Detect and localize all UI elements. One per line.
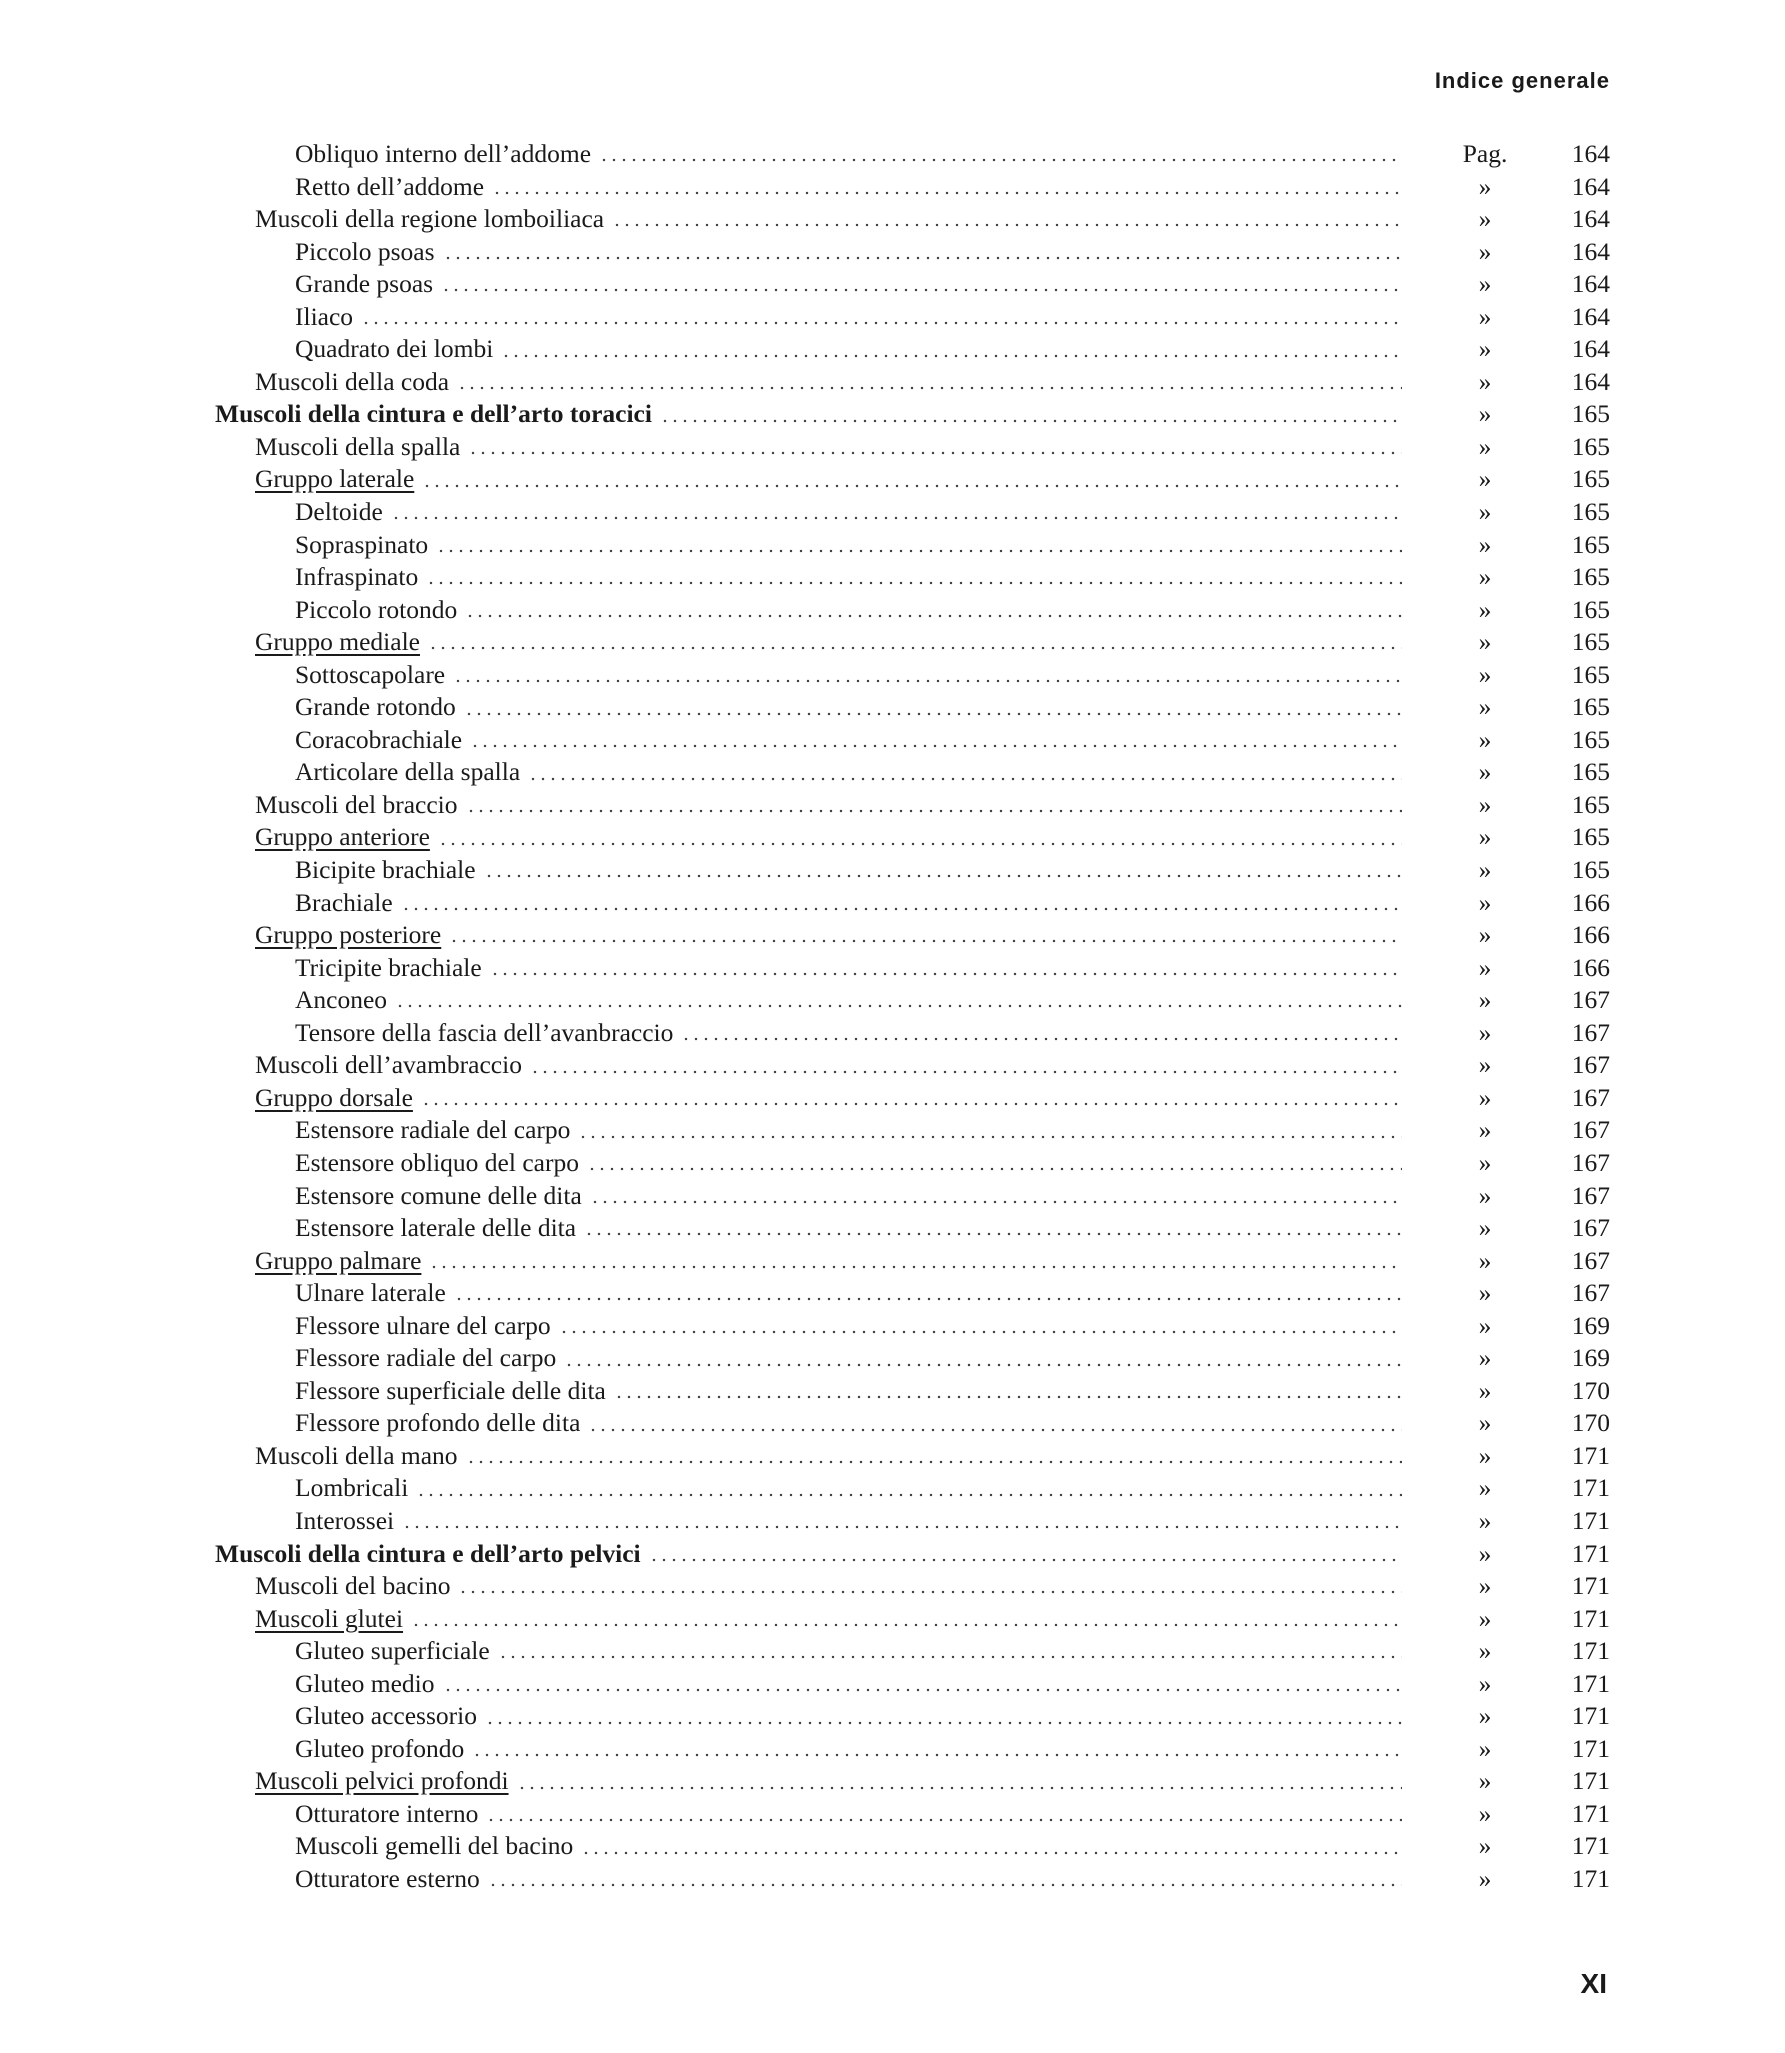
toc-entry-page: 167 xyxy=(1571,985,1610,1015)
toc-entry-page: 165 xyxy=(1571,464,1610,494)
toc-entry-title: Flessore ulnare del carpo xyxy=(295,1310,559,1343)
page-marker: » xyxy=(1478,952,1492,982)
dot-leader xyxy=(649,1558,1402,1562)
page-marker: » xyxy=(1478,1863,1492,1893)
toc-entry xyxy=(215,1440,1610,1473)
toc-entry-title: Muscoli della mano xyxy=(255,1440,466,1473)
dot-leader xyxy=(530,1070,1402,1074)
dot-leader xyxy=(466,1460,1402,1464)
toc-entry-title: Lombricali xyxy=(295,1472,416,1505)
toc-entry xyxy=(215,1375,1610,1408)
toc-entry-page: 166 xyxy=(1571,887,1610,917)
table-of-contents xyxy=(215,138,1610,1896)
toc-entry-page: 165 xyxy=(1571,529,1610,559)
dot-leader xyxy=(587,1167,1402,1171)
toc-entry-title: Estensore radiale del carpo xyxy=(295,1114,578,1147)
toc-entry xyxy=(215,203,1610,236)
toc-entry-title: Otturatore esterno xyxy=(295,1863,488,1896)
toc-entry-title: Otturatore interno xyxy=(295,1798,486,1831)
toc-entry-page: 165 xyxy=(1571,822,1610,852)
toc-entry xyxy=(215,1830,1610,1863)
toc-entry-title: Tricipite brachiale xyxy=(295,952,490,985)
page-marker: » xyxy=(1478,1701,1492,1731)
page-marker: » xyxy=(1478,1473,1492,1503)
page-marker: » xyxy=(1478,1115,1492,1145)
page-marker: » xyxy=(1478,855,1492,885)
toc-entry-title: Coracobrachiale xyxy=(295,724,470,757)
toc-entry xyxy=(215,724,1610,757)
toc-entry xyxy=(215,561,1610,594)
toc-entry xyxy=(215,1700,1610,1733)
page-marker: » xyxy=(1478,301,1492,331)
dot-leader xyxy=(492,191,1402,195)
page-marker: » xyxy=(1478,334,1492,364)
toc-entry-title: Gruppo mediale xyxy=(255,626,428,659)
toc-entry xyxy=(215,1472,1610,1505)
page-number: XI xyxy=(1580,1968,1607,1999)
toc-entry-page: 167 xyxy=(1571,1245,1610,1275)
toc-entry xyxy=(215,789,1610,822)
toc-entry-title: Grande psoas xyxy=(295,268,441,301)
page-marker: » xyxy=(1478,1505,1492,1535)
dot-leader xyxy=(465,614,1402,618)
page-marker: » xyxy=(1478,366,1492,396)
toc-entry-title: Sottoscapolare xyxy=(295,659,453,692)
page-marker: » xyxy=(1478,1375,1492,1405)
toc-entry-page: 167 xyxy=(1571,1115,1610,1145)
toc-entry xyxy=(215,952,1610,985)
toc-entry xyxy=(215,1049,1610,1082)
dot-leader xyxy=(681,1037,1402,1041)
toc-entry-title: Grande rotondo xyxy=(295,691,464,724)
dot-leader xyxy=(468,451,1402,455)
page-marker: » xyxy=(1478,431,1492,461)
toc-entry-title: Gluteo superficiale xyxy=(295,1635,498,1668)
dot-leader xyxy=(564,1363,1402,1367)
toc-entry xyxy=(215,919,1610,952)
page-marker: » xyxy=(1478,236,1492,266)
toc-entry-page: 165 xyxy=(1571,594,1610,624)
toc-entry xyxy=(215,236,1610,269)
toc-entry xyxy=(215,887,1610,920)
page-marker: » xyxy=(1478,1766,1492,1796)
page-marker: » xyxy=(1478,1440,1492,1470)
toc-entry-page: 164 xyxy=(1571,334,1610,364)
toc-entry xyxy=(215,691,1610,724)
toc-entry-page: 164 xyxy=(1571,236,1610,266)
toc-entry xyxy=(215,1407,1610,1440)
toc-entry xyxy=(215,301,1610,334)
toc-entry-page: 171 xyxy=(1571,1636,1610,1666)
dot-leader xyxy=(457,386,1402,390)
toc-entry-page: 171 xyxy=(1571,1538,1610,1568)
dot-leader xyxy=(441,288,1402,292)
toc-entry-title: Gruppo laterale xyxy=(255,463,422,496)
toc-entry-title: Gluteo profondo xyxy=(295,1733,472,1766)
dot-leader xyxy=(581,1851,1402,1855)
toc-entry xyxy=(215,1180,1610,1213)
toc-entry-page: 164 xyxy=(1571,204,1610,234)
toc-entry-title: Muscoli pelvici profondi xyxy=(255,1765,517,1798)
toc-entry xyxy=(215,138,1610,171)
dot-leader xyxy=(411,1623,1402,1627)
toc-entry xyxy=(215,1863,1610,1896)
toc-entry-page: 165 xyxy=(1571,724,1610,754)
toc-entry-page: 169 xyxy=(1571,1310,1610,1340)
dot-leader xyxy=(458,1590,1402,1594)
toc-entry-title: Articolare della spalla xyxy=(295,756,528,789)
toc-entry-page: 171 xyxy=(1571,1440,1610,1470)
toc-entry-page: 167 xyxy=(1571,1278,1610,1308)
dot-leader xyxy=(517,1786,1402,1790)
toc-entry-page: 171 xyxy=(1571,1668,1610,1698)
page-marker: » xyxy=(1478,757,1492,787)
dot-leader xyxy=(498,1655,1402,1659)
toc-entry xyxy=(215,659,1610,692)
toc-entry xyxy=(215,463,1610,496)
toc-entry xyxy=(215,626,1610,659)
toc-entry-page: 166 xyxy=(1571,920,1610,950)
toc-entry-page: 167 xyxy=(1571,1017,1610,1047)
toc-entry-page: 171 xyxy=(1571,1505,1610,1535)
toc-entry-page: 165 xyxy=(1571,692,1610,722)
toc-entry-title: Muscoli della cintura e dell’arto pelvici xyxy=(215,1538,649,1571)
toc-entry-page: 169 xyxy=(1571,1343,1610,1373)
page-marker: » xyxy=(1478,659,1492,689)
toc-entry xyxy=(215,1147,1610,1180)
dot-leader xyxy=(454,1297,1402,1301)
toc-entry xyxy=(215,398,1610,431)
toc-entry-title: Gruppo dorsale xyxy=(255,1082,421,1115)
toc-entry-page: 171 xyxy=(1571,1863,1610,1893)
dot-leader xyxy=(490,972,1402,976)
toc-entry-title: Piccolo rotondo xyxy=(295,594,465,627)
toc-entry-title: Muscoli del braccio xyxy=(255,789,466,822)
toc-entry xyxy=(215,1114,1610,1147)
toc-entry xyxy=(215,1277,1610,1310)
page-marker: » xyxy=(1478,1310,1492,1340)
toc-entry xyxy=(215,1505,1610,1538)
dot-leader xyxy=(438,842,1402,846)
toc-entry-title: Gruppo palmare xyxy=(255,1245,429,1278)
toc-entry xyxy=(215,1212,1610,1245)
dot-leader xyxy=(429,1265,1402,1269)
toc-entry-page: 165 xyxy=(1571,789,1610,819)
page-marker: » xyxy=(1478,204,1492,234)
dot-leader xyxy=(584,1232,1402,1236)
dot-leader xyxy=(466,809,1402,813)
toc-entry-title: Muscoli della regione lomboiliaca xyxy=(255,203,612,236)
toc-entry-page: 171 xyxy=(1571,1733,1610,1763)
toc-entry xyxy=(215,1603,1610,1636)
dot-leader xyxy=(422,484,1402,488)
dot-leader xyxy=(588,1428,1402,1432)
toc-entry-page: 170 xyxy=(1571,1408,1610,1438)
dot-leader xyxy=(428,646,1402,650)
toc-entry xyxy=(215,333,1610,366)
page-marker: » xyxy=(1478,627,1492,657)
page-marker: » xyxy=(1478,724,1492,754)
page-marker: Pag. xyxy=(1462,139,1508,168)
running-header: Indice generale xyxy=(1434,68,1610,93)
page-marker: » xyxy=(1478,1017,1492,1047)
page-marker: » xyxy=(1478,1213,1492,1243)
page-marker: » xyxy=(1478,1245,1492,1275)
toc-entry-title: Sopraspinato xyxy=(295,529,436,562)
page-marker: » xyxy=(1478,822,1492,852)
dot-leader xyxy=(402,1525,1402,1529)
toc-entry xyxy=(215,821,1610,854)
toc-entry-title: Estensore obliquo del carpo xyxy=(295,1147,587,1180)
dot-leader xyxy=(449,939,1402,943)
toc-entry-title: Flessore profondo delle dita xyxy=(295,1407,588,1440)
page-marker: » xyxy=(1478,887,1492,917)
dot-leader xyxy=(559,1330,1402,1334)
toc-entry-title: Muscoli dell’avambraccio xyxy=(255,1049,530,1082)
toc-entry-page: 164 xyxy=(1571,301,1610,331)
dot-leader xyxy=(436,549,1402,553)
toc-entry-title: Anconeo xyxy=(295,984,395,1017)
dot-leader xyxy=(453,679,1402,683)
dot-leader xyxy=(443,256,1402,260)
toc-entry xyxy=(215,756,1610,789)
toc-entry xyxy=(215,594,1610,627)
toc-entry-page: 164 xyxy=(1571,269,1610,299)
toc-entry-page: 165 xyxy=(1571,855,1610,885)
dot-leader xyxy=(528,777,1402,781)
page-marker: » xyxy=(1478,562,1492,592)
toc-entry xyxy=(215,529,1610,562)
page-marker: » xyxy=(1478,1636,1492,1666)
toc-entry-page: 164 xyxy=(1571,171,1610,201)
page-marker: » xyxy=(1478,1831,1492,1861)
dot-leader xyxy=(488,1883,1402,1887)
dot-leader xyxy=(472,1753,1402,1757)
page-marker: » xyxy=(1478,497,1492,527)
dot-leader xyxy=(361,321,1402,325)
toc-entry xyxy=(215,854,1610,887)
toc-entry-page: 165 xyxy=(1571,399,1610,429)
toc-entry xyxy=(215,1570,1610,1603)
toc-entry-title: Muscoli della spalla xyxy=(255,431,468,464)
toc-entry-title: Obliquo interno dell’addome xyxy=(295,138,599,171)
toc-entry xyxy=(215,1635,1610,1668)
toc-entry-title: Tensore della fascia dell’avanbraccio xyxy=(295,1017,681,1050)
toc-entry-title: Bicipite brachiale xyxy=(295,854,484,887)
page-marker: » xyxy=(1478,399,1492,429)
toc-entry-title: Interossei xyxy=(295,1505,402,1538)
page-marker: » xyxy=(1478,529,1492,559)
toc-entry-page: 167 xyxy=(1571,1050,1610,1080)
toc-entry xyxy=(215,1342,1610,1375)
dot-leader xyxy=(395,1004,1402,1008)
toc-entry-title: Brachiale xyxy=(295,887,401,920)
toc-entry xyxy=(215,1765,1610,1798)
page-marker: » xyxy=(1478,1082,1492,1112)
page-marker: » xyxy=(1478,985,1492,1015)
dot-leader xyxy=(426,581,1402,585)
page-marker: » xyxy=(1478,1180,1492,1210)
toc-entry-title: Gruppo posteriore xyxy=(255,919,449,952)
dot-leader xyxy=(612,223,1402,227)
dot-leader xyxy=(485,1721,1402,1725)
page-marker: » xyxy=(1478,594,1492,624)
toc-entry-page: 164 xyxy=(1571,139,1610,168)
toc-entry-title: Muscoli della coda xyxy=(255,366,457,399)
dot-leader xyxy=(660,419,1402,423)
page-marker: » xyxy=(1478,1278,1492,1308)
toc-entry-title: Iliaco xyxy=(295,301,361,334)
dot-leader xyxy=(443,1688,1402,1692)
toc-entry-title: Muscoli della cintura e dell’arto toracici xyxy=(215,398,660,431)
toc-entry-page: 167 xyxy=(1571,1147,1610,1177)
toc-entry-title: Piccolo psoas xyxy=(295,236,443,269)
toc-entry-page: 165 xyxy=(1571,431,1610,461)
page-marker: » xyxy=(1478,1668,1492,1698)
toc-entry-page: 170 xyxy=(1571,1375,1610,1405)
toc-entry xyxy=(215,171,1610,204)
toc-entry-page: 165 xyxy=(1571,497,1610,527)
page-marker: » xyxy=(1478,1733,1492,1763)
toc-entry-title: Estensore laterale delle dita xyxy=(295,1212,584,1245)
page-marker: » xyxy=(1478,1050,1492,1080)
dot-leader xyxy=(614,1395,1402,1399)
dot-leader xyxy=(484,874,1402,878)
dot-leader xyxy=(401,907,1402,911)
toc-entry-page: 171 xyxy=(1571,1571,1610,1601)
dot-leader xyxy=(470,744,1402,748)
toc-entry xyxy=(215,984,1610,1017)
dot-leader xyxy=(464,712,1402,716)
dot-leader xyxy=(599,158,1402,162)
page-marker: » xyxy=(1478,1571,1492,1601)
dot-leader xyxy=(590,1200,1402,1204)
page-marker: » xyxy=(1478,1798,1492,1828)
dot-leader xyxy=(486,1818,1402,1822)
toc-entry-title: Ulnare laterale xyxy=(295,1277,454,1310)
toc-entry-page: 164 xyxy=(1571,366,1610,396)
toc-entry-title: Muscoli del bacino xyxy=(255,1570,458,1603)
toc-entry-title: Deltoide xyxy=(295,496,391,529)
toc-entry-page: 167 xyxy=(1571,1180,1610,1210)
page-marker: » xyxy=(1478,1603,1492,1633)
toc-entry xyxy=(215,496,1610,529)
toc-entry-title: Muscoli glutei xyxy=(255,1603,411,1636)
toc-entry-title: Infraspinato xyxy=(295,561,426,594)
toc-entry-page: 171 xyxy=(1571,1701,1610,1731)
toc-entry-page: 171 xyxy=(1571,1603,1610,1633)
toc-entry xyxy=(215,431,1610,464)
page-marker: » xyxy=(1478,171,1492,201)
toc-entry xyxy=(215,1245,1610,1278)
page-marker: » xyxy=(1478,1343,1492,1373)
page-marker: » xyxy=(1478,789,1492,819)
dot-leader xyxy=(391,516,1402,520)
toc-entry xyxy=(215,1798,1610,1831)
toc-entry-page: 165 xyxy=(1571,562,1610,592)
toc-entry xyxy=(215,1310,1610,1343)
toc-entry-title: Muscoli gemelli del bacino xyxy=(295,1830,581,1863)
toc-entry-page: 167 xyxy=(1571,1082,1610,1112)
toc-entry-page: 171 xyxy=(1571,1798,1610,1828)
dot-leader xyxy=(578,1135,1402,1139)
toc-entry-title: Gluteo accessorio xyxy=(295,1700,485,1733)
toc-entry xyxy=(215,268,1610,301)
toc-entry xyxy=(215,1017,1610,1050)
page-marker: » xyxy=(1478,1147,1492,1177)
toc-entry-title: Quadrato dei lombi xyxy=(295,333,501,366)
dot-leader xyxy=(501,354,1402,358)
page-marker: » xyxy=(1478,464,1492,494)
toc-entry-title: Retto dell’addome xyxy=(295,171,492,204)
toc-entry-title: Flessore radiale del carpo xyxy=(295,1342,564,1375)
toc-entry-title: Gruppo anteriore xyxy=(255,821,438,854)
toc-entry-page: 165 xyxy=(1571,659,1610,689)
toc-entry xyxy=(215,1668,1610,1701)
toc-entry-page: 171 xyxy=(1571,1766,1610,1796)
dot-leader xyxy=(416,1493,1402,1497)
toc-entry-page: 171 xyxy=(1571,1831,1610,1861)
toc-entry xyxy=(215,1733,1610,1766)
toc-entry-page: 165 xyxy=(1571,757,1610,787)
toc-entry xyxy=(215,366,1610,399)
page-marker: » xyxy=(1478,1538,1492,1568)
page-marker: » xyxy=(1478,269,1492,299)
toc-entry-page: 166 xyxy=(1571,952,1610,982)
toc-entry xyxy=(215,1538,1610,1571)
toc-entry-page: 165 xyxy=(1571,627,1610,657)
toc-entry-title: Flessore superficiale delle dita xyxy=(295,1375,614,1408)
dot-leader xyxy=(421,1102,1402,1106)
page-marker: » xyxy=(1478,920,1492,950)
toc-entry-title: Gluteo medio xyxy=(295,1668,443,1701)
page-marker: » xyxy=(1478,692,1492,722)
page-marker: » xyxy=(1478,1408,1492,1438)
toc-entry-page: 167 xyxy=(1571,1213,1610,1243)
toc-entry xyxy=(215,1082,1610,1115)
toc-entry-title: Estensore comune delle dita xyxy=(295,1180,590,1213)
toc-entry-page: 171 xyxy=(1571,1473,1610,1503)
